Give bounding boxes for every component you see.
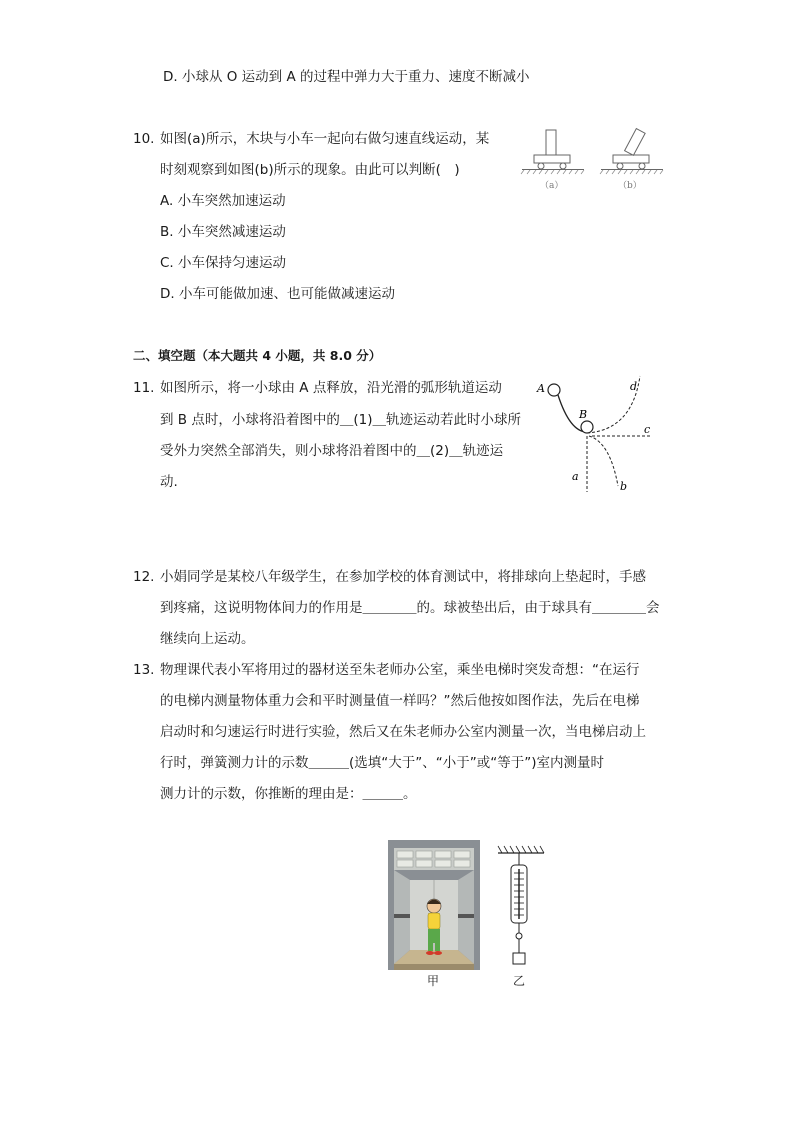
q11-number: 11. (133, 380, 155, 396)
cart-figure-a (521, 130, 584, 191)
label-jia: 甲 (427, 974, 440, 988)
q10-option-c: C. 小车保持匀速运动 (160, 255, 287, 271)
q11-line3: 受外力突然全部消失，则小球将沿着图中的＿(2)＿轨迹运 (160, 443, 504, 459)
ball-b (581, 421, 593, 433)
q12-line3: 继续向上运动。 (160, 631, 255, 647)
label-a: a (572, 470, 579, 483)
q11-line4: 动. (160, 474, 178, 490)
q11-line2: 到 B 点时，小球将沿着图中的＿(1)＿轨迹运动若此时小球所 (160, 412, 521, 428)
q13-line5: 测力计的示数，你推断的理由是：＿＿＿。 (160, 786, 417, 802)
q10-stem-line2: 时刻观察到如图(b)所示的现象。由此可以判断( ) (160, 162, 460, 178)
q10-option-a: A. 小车突然加速运动 (160, 193, 286, 209)
q10-option-b: B. 小车突然减速运动 (160, 224, 286, 240)
q13-line2: 的电梯内测量物体重力会和平时测量值一样吗？”然后他按如图作法，先后在电梯 (160, 693, 640, 709)
q10-stem-line1: 如图(a)所示，木块与小车一起向右做匀速直线运动，某 (160, 131, 490, 147)
spring-scale (511, 865, 527, 923)
q13-number: 13. (133, 662, 155, 678)
section-title: 二、填空题（本大题共 4 小题，共 8.0 分） (133, 348, 382, 363)
elevator-figure (388, 840, 480, 992)
q12-number: 12. (133, 569, 155, 585)
q13-line1: 物理课代表小军将用过的器材送至朱老师办公室，乘坐电梯时突发奇想：“在运行 (160, 662, 640, 678)
q12-line1: 小娟同学是某校八年级学生，在参加学校的体育测试中，将排球向上垫起时，手感 (160, 569, 646, 585)
arc-track-figure (532, 370, 664, 496)
label-c: c (644, 423, 651, 436)
q12-line2: 到疼痛，这说明物体间力的作用是＿＿＿＿的。球被垫出后，由于球具有＿＿＿＿会 (160, 600, 660, 616)
label-b: b (620, 480, 628, 493)
weight-block (513, 953, 525, 964)
figure-label-b: （b） (618, 181, 642, 191)
q10-option-d: D. 小车可能做加速、也可能做减速运动 (160, 286, 395, 302)
label-B: B (579, 408, 588, 421)
path-b (589, 436, 618, 486)
cart-block-figure (518, 122, 668, 194)
q13-line3: 启动时和匀速运行时进行实验，然后又在朱老师办公室内测量一次，当电梯启动上 (160, 724, 646, 740)
q10-number: 10. (133, 131, 155, 147)
label-yi: 乙 (513, 974, 526, 988)
label-A: A (537, 382, 545, 395)
q13-line4: 行时，弹簧测力计的示数＿＿＿(选填“大于”、“小于”或“等于”)室内测量时 (160, 755, 604, 771)
cart-figure-b (600, 129, 663, 191)
figure-label-a: （a） (540, 181, 564, 191)
ball-a (548, 384, 560, 396)
q11-line1: 如图所示，将一小球由 A 点释放，沿光滑的弧形轨道运动 (160, 380, 502, 396)
q9-option-d: D. 小球从 O 运动到 A 的过程中弹力大于重力、速度不断减小 (163, 69, 530, 85)
spring-scale-figure (494, 843, 548, 993)
label-d: d (630, 380, 638, 393)
